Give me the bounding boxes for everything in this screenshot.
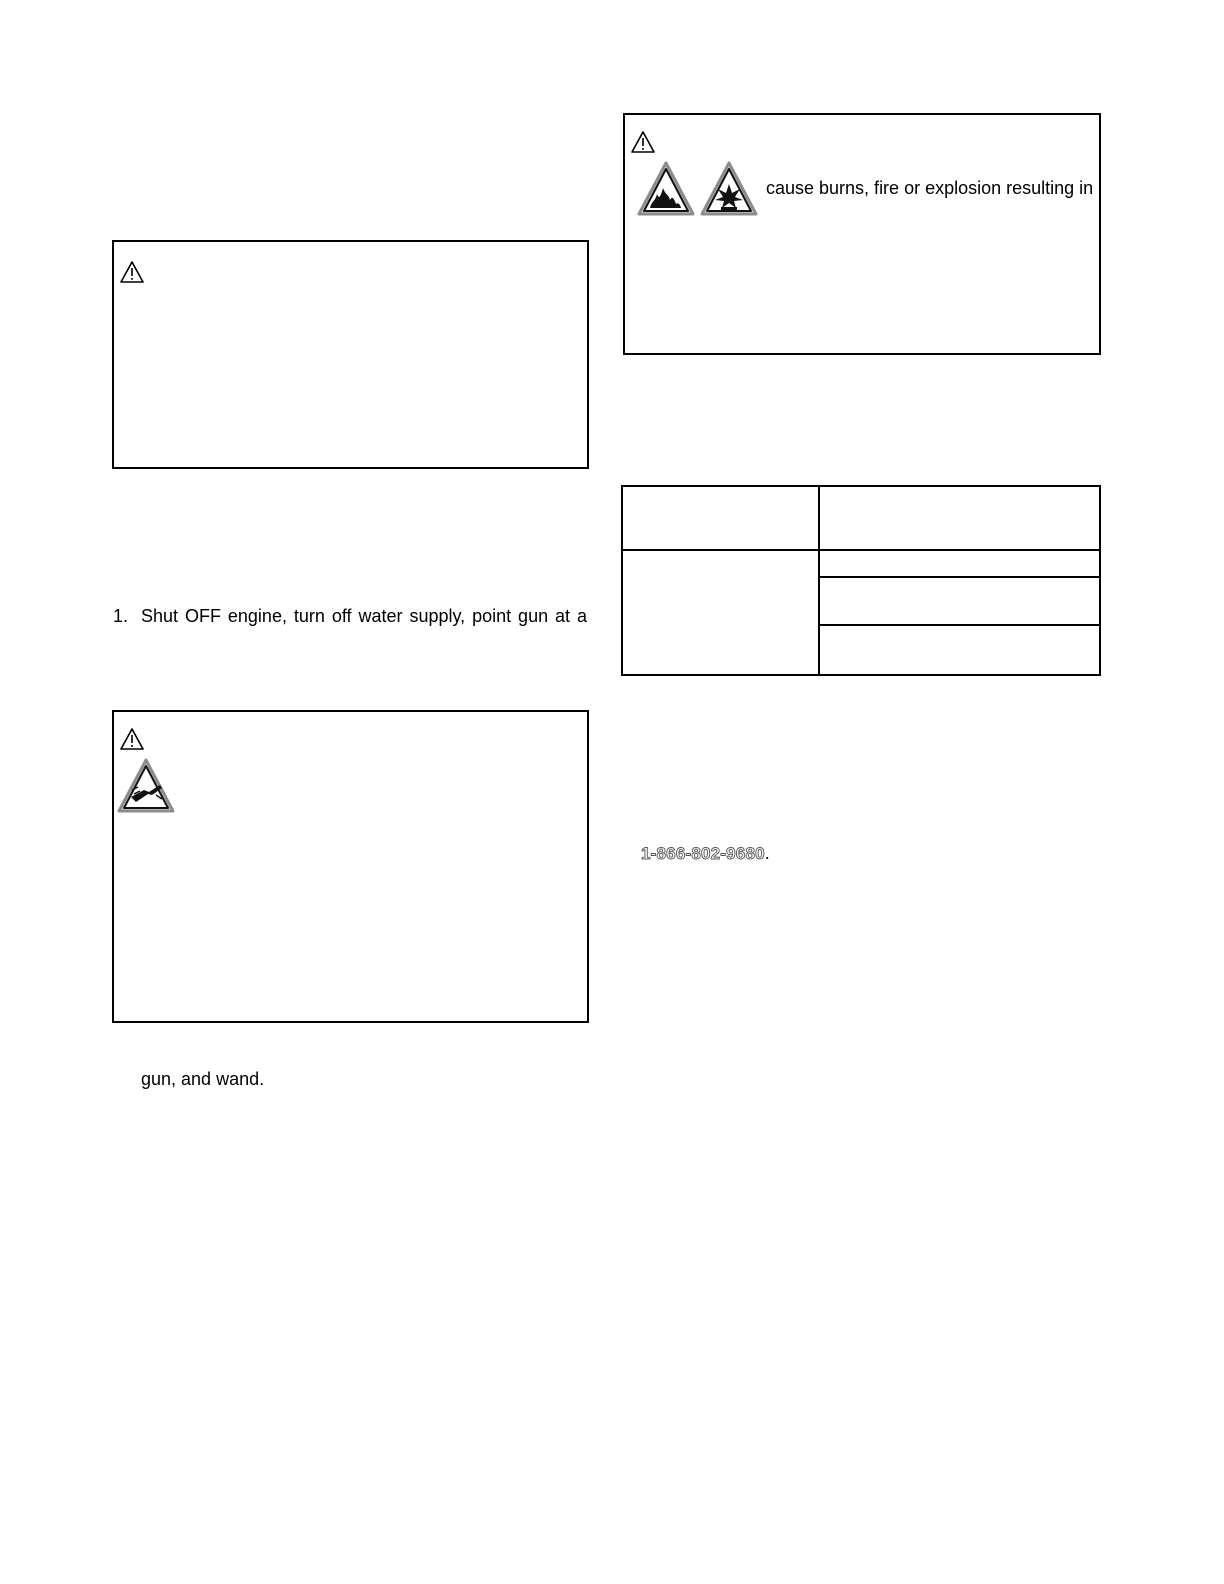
warning-text: cause burns, fire or explosion resulting in <box>766 178 1094 198</box>
explosion-hazard-icon <box>699 160 759 218</box>
table-cell <box>622 550 819 675</box>
spec-table <box>621 485 1101 676</box>
step-1-text: Shut OFF engine, turn off water supply, point gun at a <box>141 606 587 626</box>
warning-triangle-icon <box>119 260 145 284</box>
table-cell <box>622 486 819 550</box>
table-cell <box>819 486 1100 550</box>
fire-hazard-icon <box>636 160 696 218</box>
table-row <box>622 486 1100 550</box>
warning-triangle-icon <box>630 130 656 154</box>
warning-box-bottom-left <box>112 710 589 1023</box>
warning-box-top-left <box>112 240 589 469</box>
table-cell <box>819 625 1100 675</box>
phone-number: 1-866-802-9680 <box>641 844 765 863</box>
phone-suffix: . <box>764 843 770 863</box>
table-cell <box>819 550 1100 577</box>
step-1-number: 1. <box>113 606 129 626</box>
warning-triangle-icon <box>119 727 145 751</box>
table-row <box>622 550 1100 577</box>
high-pressure-injection-icon <box>116 757 176 815</box>
contact-phone <box>641 842 770 865</box>
table-cell <box>819 577 1100 625</box>
continuation-text: gun, and wand. <box>141 1069 265 1089</box>
warning-box-right <box>623 113 1101 355</box>
